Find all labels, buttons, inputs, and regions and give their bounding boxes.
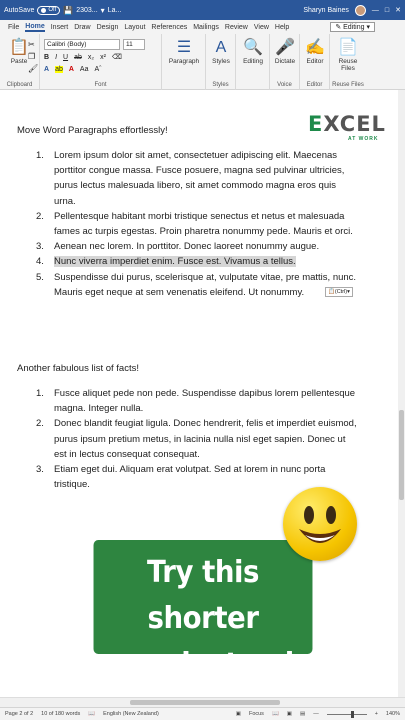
editing-button[interactable] <box>236 38 270 65</box>
italic-button[interactable]: I <box>55 53 58 61</box>
numbered-list-2 <box>36 386 358 492</box>
zoom-level[interactable]: 140% <box>385 711 400 717</box>
autosave-state: Off <box>48 7 57 13</box>
paste-options-button[interactable]: 📋(Ctrl)▾ <box>325 287 353 297</box>
change-case-icon[interactable]: Aa <box>79 66 89 73</box>
list-item[interactable] <box>36 209 358 239</box>
doc-status: La... <box>107 6 122 14</box>
list-item[interactable] <box>36 386 358 416</box>
list-number: 1. <box>36 388 44 399</box>
proofing-icon[interactable]: 📖 <box>88 711 96 717</box>
file-name[interactable]: 2303... <box>76 6 98 14</box>
dictate-button[interactable] <box>268 38 302 65</box>
editor-button[interactable] <box>298 38 332 65</box>
text-effects-icon[interactable]: A <box>44 66 50 73</box>
tab-help[interactable]: Help <box>274 23 290 31</box>
format-painter-icon[interactable]: 🖌 <box>28 64 39 73</box>
avatar[interactable] <box>355 5 366 16</box>
reuse-files-button[interactable] <box>331 38 365 72</box>
find-icon: 🔍 <box>243 39 263 56</box>
editor-label: Editor <box>306 58 324 65</box>
editor-icon: ✍ <box>305 39 325 56</box>
list-item[interactable] <box>36 239 358 254</box>
cut-icon[interactable]: ✂ <box>28 40 35 49</box>
voice-group <box>270 34 300 90</box>
editor-group-label: Editor <box>306 82 323 88</box>
word-count[interactable]: 10 of 180 words <box>41 711 81 717</box>
list-number: 1. <box>36 150 44 161</box>
list-number: 4. <box>36 256 44 268</box>
editing-mode-label: Editing <box>343 24 365 31</box>
tab-references[interactable]: References <box>151 23 188 31</box>
tab-file[interactable]: File <box>8 23 20 31</box>
vertical-scroll-thumb[interactable] <box>399 410 404 500</box>
paste-options-label: (Ctrl) <box>334 289 348 295</box>
list-number: 2. <box>36 210 44 222</box>
autosave-toggle[interactable] <box>37 6 60 15</box>
paragraph-button[interactable] <box>167 38 201 65</box>
web-layout-icon[interactable]: ▤ <box>300 711 306 717</box>
zoom-out-button[interactable]: — <box>313 711 319 717</box>
language-indicator[interactable]: English (New Zealand) <box>103 711 159 717</box>
paragraph-label: Paragraph <box>168 58 200 65</box>
reuse-files-group-label: Reuse Files <box>332 82 364 88</box>
microphone-icon: 🎤 <box>275 39 295 56</box>
ribbon-tabs <box>0 20 405 34</box>
promo-banner <box>94 540 313 682</box>
styles-group-label: Styles <box>212 82 229 88</box>
page-count[interactable]: Page 2 of 2 <box>5 711 34 717</box>
editing-label: Editing <box>243 58 263 65</box>
user-name: Sharyn Baines <box>303 6 349 14</box>
font-group-label: Font <box>94 82 107 88</box>
tab-layout[interactable]: Layout <box>124 23 146 31</box>
focus-icon[interactable]: ▣ <box>235 711 241 717</box>
superscript-button[interactable]: x² <box>100 53 106 61</box>
editor-group <box>300 34 330 90</box>
print-layout-icon[interactable]: ▣ <box>286 711 292 717</box>
horizontal-scrollbar[interactable] <box>0 697 405 707</box>
subscript-button[interactable]: x₂ <box>87 53 95 61</box>
list-item-text[interactable]: Donec blandit feugiat ligula. Donec hendrerit, felis et imperdiet euismod, purus ipsum pretium metus, in lacinia nulla nisl eget sapien. Donec ut est in lectus consequat consequat. <box>54 418 357 460</box>
minimize-icon[interactable]: — <box>371 6 379 14</box>
clipboard-group <box>0 34 40 90</box>
list-number: 5. <box>36 271 44 283</box>
numbered-list-1 <box>36 148 358 300</box>
zoom-in-button[interactable]: + <box>374 711 378 717</box>
grow-font-icon[interactable]: Aˆ <box>94 66 102 73</box>
banner-line-2: way instead <box>112 647 294 682</box>
read-mode-icon[interactable]: 📖 <box>271 711 279 717</box>
excel-at-work-logo: EXCEL AT WORK <box>308 112 386 142</box>
horizontal-scroll-thumb[interactable] <box>130 700 280 705</box>
tab-mailings[interactable]: Mailings <box>193 23 219 31</box>
list-item-text[interactable]: Fusce aliquet pede non pede. Suspendisse dapibus lorem pellentesque magna. Integer nulla. <box>54 388 356 415</box>
clear-format-icon[interactable]: ⌫ <box>111 54 122 61</box>
paragraph-icon: ☰ <box>176 39 192 56</box>
list-number: 2. <box>36 418 44 430</box>
paragraph-group <box>162 34 206 90</box>
list-item[interactable] <box>36 254 358 269</box>
smiley-face-drawing <box>283 487 357 561</box>
list-item-text[interactable]: Etiam eget dui. Aliquam erat volutpat. Sed at lorem in nunc porta tristique. <box>54 464 326 491</box>
focus-button[interactable]: Focus <box>248 711 264 717</box>
heading-2[interactable]: Another fabulous list of facts! <box>17 363 139 374</box>
close-icon[interactable]: ✕ <box>395 7 401 14</box>
clipboard-group-label: Clipboard <box>6 82 33 88</box>
status-bar <box>0 707 405 720</box>
styles-button[interactable] <box>204 38 238 65</box>
tab-view[interactable]: View <box>253 23 269 31</box>
chevron-down-icon[interactable]: ▾ <box>100 5 105 15</box>
list-item-text[interactable]: Lorem ipsum dolor sit amet, consectetuer adipiscing elit. Maecenas porttitor congue massa. Fusce posuere, magna sed pulvinar ultricies, purus lectus malesuada libero, sit amet commodo magna eros quis urna. <box>54 150 345 207</box>
dictate-label: Dictate <box>274 58 296 65</box>
autosave-label: AutoSave <box>4 6 35 14</box>
tab-draw[interactable]: Draw <box>74 23 91 31</box>
tab-home[interactable]: Home <box>25 22 45 30</box>
vertical-scrollbar[interactable] <box>398 90 405 698</box>
editing-mode-button[interactable]: ✎ Editing ▾ <box>330 22 375 32</box>
strikethrough-button[interactable]: ab <box>74 53 82 61</box>
list-number: 3. <box>36 241 44 253</box>
selected-paragraph[interactable]: Nunc viverra imperdiet enim. Fusce est. Vivamus a tellus. <box>54 256 296 268</box>
zoom-slider[interactable] <box>327 714 367 715</box>
ribbon <box>0 34 405 90</box>
styles-icon: A <box>215 39 227 56</box>
paste-label: Paste <box>10 58 28 65</box>
reuse-files-group <box>330 34 366 90</box>
tab-design[interactable]: Design <box>96 23 119 31</box>
styles-group <box>206 34 236 90</box>
list-number: 3. <box>36 464 44 476</box>
underline-button[interactable]: U <box>63 53 69 61</box>
reuse-files-label: Reuse Files <box>338 58 358 72</box>
reuse-files-icon: 📄 <box>338 39 358 56</box>
copy-icon[interactable]: ❐ <box>28 52 36 61</box>
font-size-dropdown[interactable]: 11 <box>123 39 145 50</box>
list-item[interactable] <box>36 148 358 209</box>
highlight-icon[interactable]: ab <box>55 66 63 73</box>
font-group <box>40 34 162 90</box>
tab-review[interactable]: Review <box>224 23 248 31</box>
styles-label: Styles <box>212 58 230 65</box>
editing-group <box>236 34 270 90</box>
font-name-dropdown[interactable]: Calibri (Body) <box>44 39 120 50</box>
maximize-icon[interactable]: □ <box>384 6 390 14</box>
list-item-text[interactable]: Suspendisse dui purus, scelerisque at, vulputate vitae, pre mattis, nunc. Mauris eget neque at sem venenatis eleifend. Ut nonummy. <box>54 271 357 298</box>
font-color-icon[interactable]: A <box>68 66 74 73</box>
banner-line-1: Try this shorter <box>146 555 260 636</box>
paste-icon: 📋 <box>9 39 29 56</box>
list-item[interactable] <box>36 416 358 462</box>
save-icon[interactable]: 💾 <box>63 5 74 15</box>
voice-group-label: Voice <box>277 82 292 88</box>
title-bar <box>0 0 405 20</box>
smiley-face-icon <box>283 487 357 561</box>
list-item[interactable] <box>36 270 358 300</box>
heading-1[interactable]: Move Word Paragraphs effortlessly! <box>17 125 168 136</box>
list-item-text[interactable]: Aenean nec lorem. In porttitor. Donec laoreet nonummy augue. <box>54 241 320 253</box>
tab-insert[interactable]: Insert <box>50 23 69 31</box>
bold-button[interactable]: B <box>44 53 50 61</box>
list-item-text[interactable]: Pellentesque habitant morbi tristique senectus et netus et malesuada fames ac turpis egestas. Proin pharetra nonummy pede. Mauris et orci. <box>54 210 353 238</box>
